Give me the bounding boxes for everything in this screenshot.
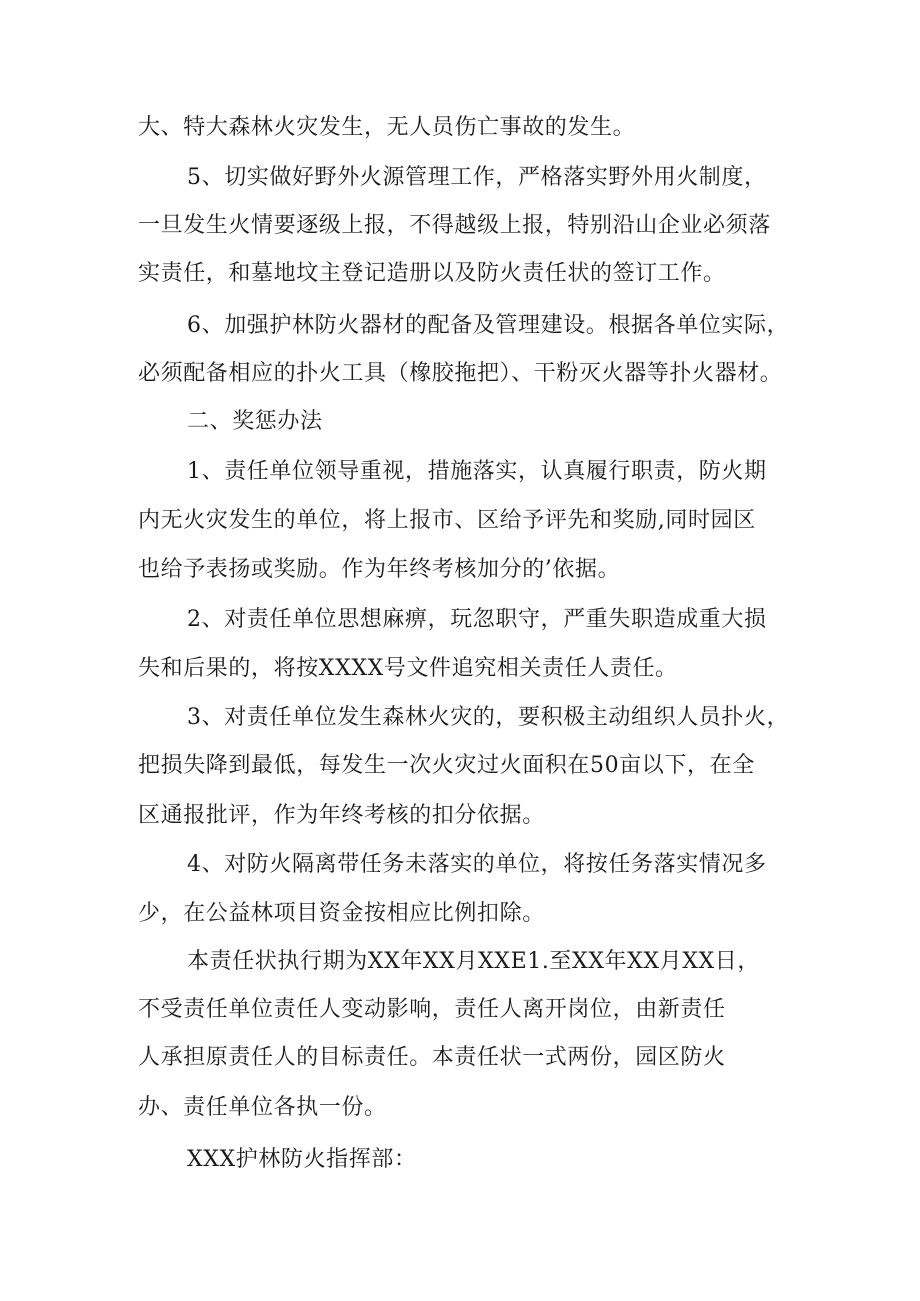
text-line-10: 也给予表扬或奖励。作为年终考核加分的’依据。	[138, 557, 621, 582]
text-line-12: 失和后果的，将按XXXX号文件追究相关责任人责任。	[138, 656, 678, 681]
signature-line: XXX护林防火指挥部：	[187, 1147, 417, 1172]
text-line-21: 办、责任单位各执一份。	[138, 1095, 387, 1120]
text-line-15: 区通报批评，作为年终考核的扣分依据。	[138, 803, 545, 828]
text-line-13: 3、对责任单位发生森林火灾的，要积极主动组织人员扑火，	[187, 705, 790, 730]
text-line-18: 本责任状执行期为XX年XX月XXE1.至XX年XX月XX日，	[187, 949, 760, 974]
text-line-6: 必须配备相应的扑火工具（橡胶拖把）、干粉灭火器等扑火器材。	[138, 361, 783, 386]
text-line-3: 一旦发生火情要逐级上报，不得越级上报，特别沿山企业必须落	[138, 213, 771, 238]
text-line-4: 实责任，和墓地坟主登记造册以及防火责任状的签订工作。	[138, 261, 726, 286]
text-line-16: 4、对防火隔离带任务未落实的单位，将按任务落实情况多	[187, 852, 767, 877]
section-heading: 二、奖惩办法	[187, 409, 323, 434]
text-line-20: 人承担原责任人的目标责任。本责任状一式两份，园区防火	[138, 1045, 726, 1070]
text-line-2: 5、切实做好野外火源管理工作，严格落实野外用火制度，	[187, 165, 767, 190]
text-line-11: 2、对责任单位思想麻痹，玩忽职守，严重失职造成重大损	[187, 607, 767, 632]
text-line-19: 不受责任单位责任人变动影响，责任人离开岗位，由新责任	[138, 997, 726, 1022]
text-line-14: 把损失降到最低，每发生一次火灾过火面积在50亩以下，在全	[138, 753, 755, 778]
text-line-9: 内无火灾发生的单位，将上报市、区给予评先和奖励,同时园区	[138, 508, 756, 533]
text-line-17: 少，在公益林项目资金按相应比例扣除。	[138, 901, 545, 926]
text-line-5: 6、加强护林防火器材的配备及管理建设。根据各单位实际，	[187, 313, 790, 338]
text-line-8: 1、责任单位领导重视，措施落实，认真履行职责，防火期	[187, 459, 767, 484]
text-line-1: 大、特大森林火灾发生，无人员伤亡事故的发生。	[138, 115, 636, 140]
